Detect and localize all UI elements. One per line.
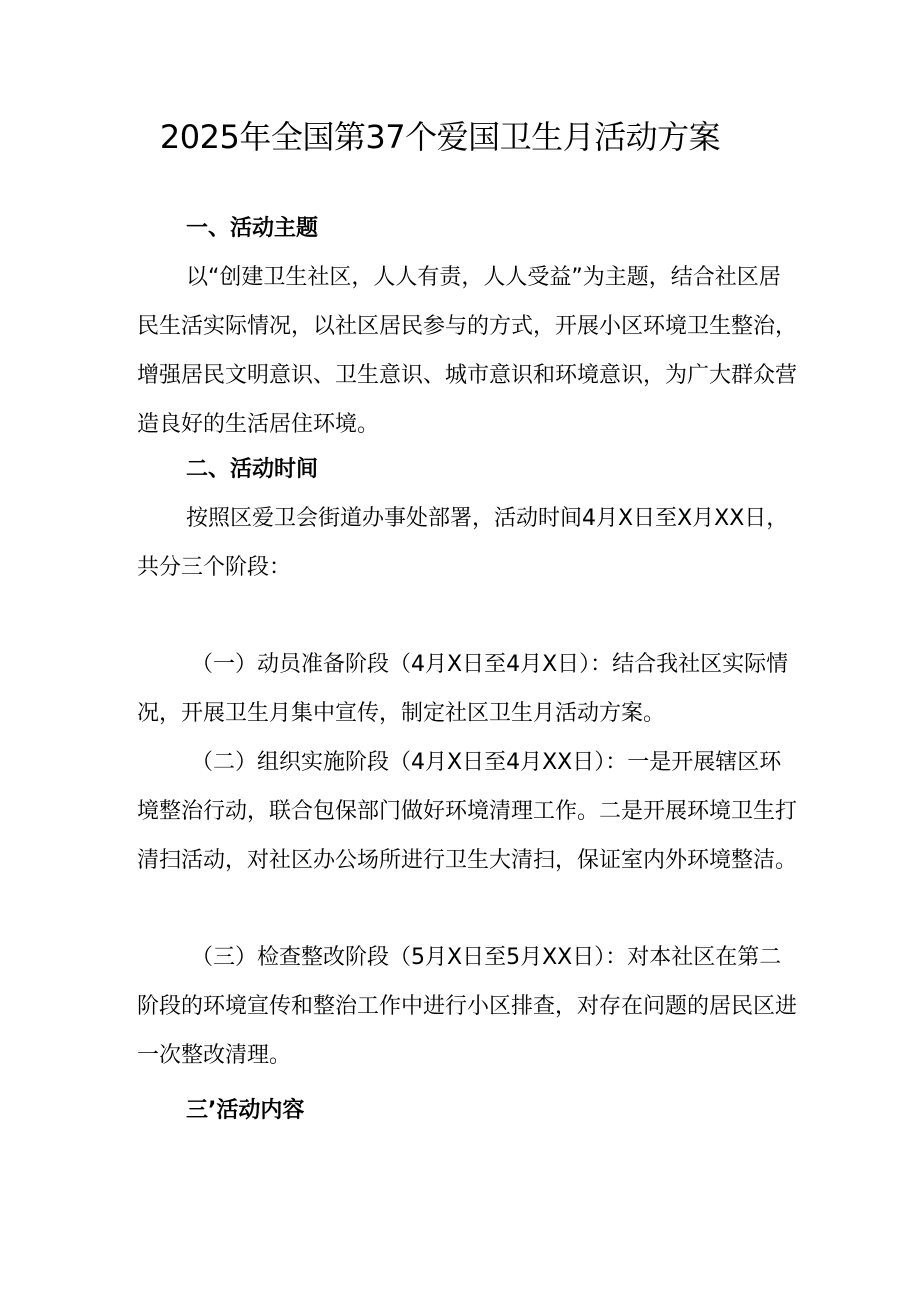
section-heading-content: 三’活动内容 [186,1098,305,1123]
paragraph-time: 按照区爱卫会街道办事处部署，活动时间4月X日至X月XX日，共分三个阶段： [137,506,789,580]
paragraph-theme: 以“创建卫生社区，人人有责，人人受益”为主题，结合社区居民生活实际情况，以社区居民参与的方式，开展小区环境卫生整治，增强居民文明意识、卫生意识、城市意识和环境意识，为广大群众营造良好的生活居住环境。 [137,265,798,437]
document-title: 2025年全国第37个爱国卫生月活动方案 [159,118,721,156]
paragraph-stage-2: （二）组织实施阶段（4月X日至4月XX日）：一是开展辖区环境整治行动，联合包保部门做好环境清理工作。二是开展环境卫生打清扫活动，对社区办公场所进行卫生大清扫，保证室内外环境整洁。 [137,750,798,873]
section-heading-time: 二、活动时间 [186,457,319,482]
paragraph-stage-1: （一）动员准备阶段（4月X日至4月X日）：结合我社区实际情况，开展卫生月集中宣传，制定社区卫生月活动方案。 [137,652,789,726]
section-heading-theme: 一、活动主题 [186,216,319,241]
paragraph-stage-3: （三）检查整改阶段（5月X日至5月XX日）：对本社区在第二阶段的环境宣传和整治工作中进行小区排查，对存在问题的居民区进一次整改清理。 [137,945,798,1068]
